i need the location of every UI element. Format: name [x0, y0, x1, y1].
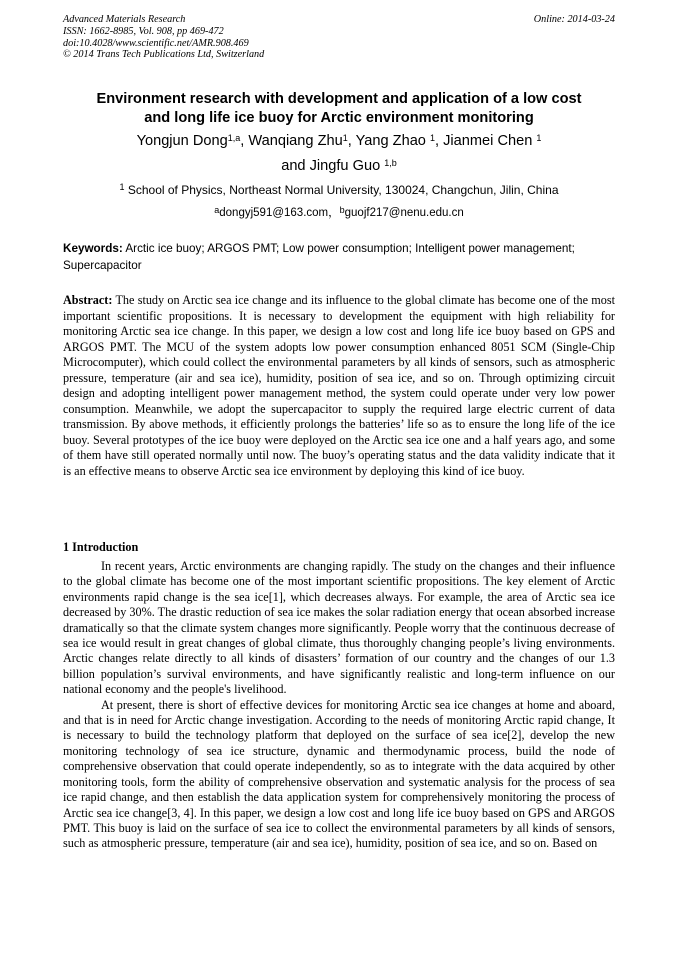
- author-sup: 1: [342, 133, 348, 143]
- affiliation: [63, 183, 615, 198]
- journal-header: [63, 14, 615, 61]
- section-heading-introduction: 1 Introduction: [63, 540, 139, 554]
- affiliation-sup: 1: [119, 182, 125, 192]
- online-date: Online: 2014-03-24: [533, 14, 615, 25]
- doi: doi:10.4028/www.scientific.net/AMR.908.469: [63, 37, 249, 49]
- abstract-label: Abstract:: [63, 293, 113, 307]
- affiliation-text: School of Physics, Northeast Normal University, 130024, Changchun, Jilin, China: [127, 183, 559, 197]
- title-line-1: Environment research with development and application of a low cost: [96, 91, 582, 107]
- keywords: [63, 240, 615, 274]
- paper-title: [63, 90, 615, 128]
- email-a[interactable]: dongyj591@163.com: [219, 207, 329, 219]
- journal-name: Advanced Materials Research: [63, 14, 186, 25]
- author-sup: 1,a: [227, 133, 241, 143]
- abstract: [63, 293, 615, 479]
- copyright: © 2014 Trans Tech Publications Ltd, Switzerland: [63, 49, 265, 61]
- issn: ISSN: 1662-8985, Vol. 908, pp 469-472: [63, 25, 224, 37]
- author-emails: $^a$dongyj591@163.com，$^b$guojf217@nenu.edu.cn: [214, 205, 464, 219]
- author-line-1: Yongjun Dong$^{1,a}$, Wanqiang Zhu$^1$, Yang Zhao $^1$, Jianmei Chen $^1$: [136, 133, 542, 149]
- author-line-2: and Jingfu Guo $^{1,b}$: [281, 158, 397, 174]
- abstract-text: The study on Arctic sea ice change and its influence to the global climate has become one of the most important scientific propositions. It is necessary to development the equipment with high reliability for monitoring Arctic sea ice change. In this paper, we design a low cost and long life ice buoy based on GPS and ARGOS PMT. The MCU of the system adopts low power consumption enhanced 8051 SCM (Single-Chip Microcomputer), which could collect the environmental parameters by all kinds of sensors, such as atmospheric pressure, temperature (air and sea ice), humidity, position of sea ice, and so on. Through optimizing circuit design and adopting intelligent power management method, the system could operate under very low power consumption. Meanwhile, we adopt the supercapacitor to supply the required large electric current of data transmission. By above methods, it efficiently prolongs the batteries’ life so as to ensure the long life of the ice buoy. Several prototypes of the ice buoy were deployed on the Arctic sea ice one and a half years ago, and some of them have still operated normally until now. The buoy’s operating status and the data validity indicate that it is an effective means to observe Arctic sea ice environment by deploying this kind of ice buoy.: [63, 293, 616, 478]
- email-b[interactable]: guojf217@nenu.edu.cn: [344, 207, 464, 219]
- author-name: Yang Zhao: [355, 133, 426, 149]
- keywords-text: Arctic ice buoy; ARGOS PMT; Low power consumption; Intelligent power management; Supercapacitor: [63, 242, 575, 272]
- keywords-label: Keywords:: [63, 242, 123, 255]
- author-sup: 1: [430, 133, 436, 143]
- author-name: Jingfu Guo: [309, 158, 381, 174]
- author-name: Jianmei Chen: [443, 133, 533, 149]
- paragraph: In recent years, Arctic environments are changing rapidly. The study on the changes and their influence to the global climate has become one of the most important scientific propositions. The key element of Arctic environments rapid change is the sea ice[1], which decreases always. For example, the area of Arctic sea ice decreased by 30%. The drastic reduction of sea ice makes the solar radiation energy that ocean absorbed increase dramatically so that the climate system changes more significantly. People worry that the continuous decrease of sea ice would result in great changes of global climate, thus thoroughly changing people’s living environments. Arctic changes relate directly to all kinds of disasters’ formation of our country and the changes of our 1.3 billion population’s survival environments, and have significantly realistic and long-term influence on our national economy and the people's livelihood.: [63, 559, 615, 697]
- author-sup: 1,b: [384, 158, 397, 168]
- introduction-body: [63, 559, 615, 852]
- author-list: [63, 129, 615, 179]
- author-name: Yongjun Dong: [136, 133, 228, 149]
- paragraph: At present, there is short of effective devices for monitoring Arctic sea ice changes at home and aboard, and that is in need for Arctic change investigation. According to the needs of monitoring Arctic rapid change, It is necessary to build the technology platform that deployed on the surface of sea ice[2], develop the new monitoring technology of sea ice structure, dynamic and thermodynamic process, build the node of comprehensive observation that could operate independently, so as to integrate with the data acquired by other monitoring tools, form the ability of comprehensive observation and systematic analysis for the process of sea ice rapid change, and then establish the data application system for comprehensively monitoring the process of Arctic sea ice change[3, 4]. In this paper, we design a low cost and long life ice buoy based on GPS and ARGOS PMT. This buoy is laid on the surface of sea ice to collect the environmental parameters by all kinds of sensors, such as atmospheric pressure, temperature (air and sea ice), humidity, position of sea ice, and so on. Based on: [63, 697, 615, 851]
- title-line-2: and long life ice buoy for Arctic environment monitoring: [144, 110, 534, 126]
- author-name: Wanqiang Zhu: [248, 133, 343, 149]
- author-sup: 1: [536, 133, 542, 143]
